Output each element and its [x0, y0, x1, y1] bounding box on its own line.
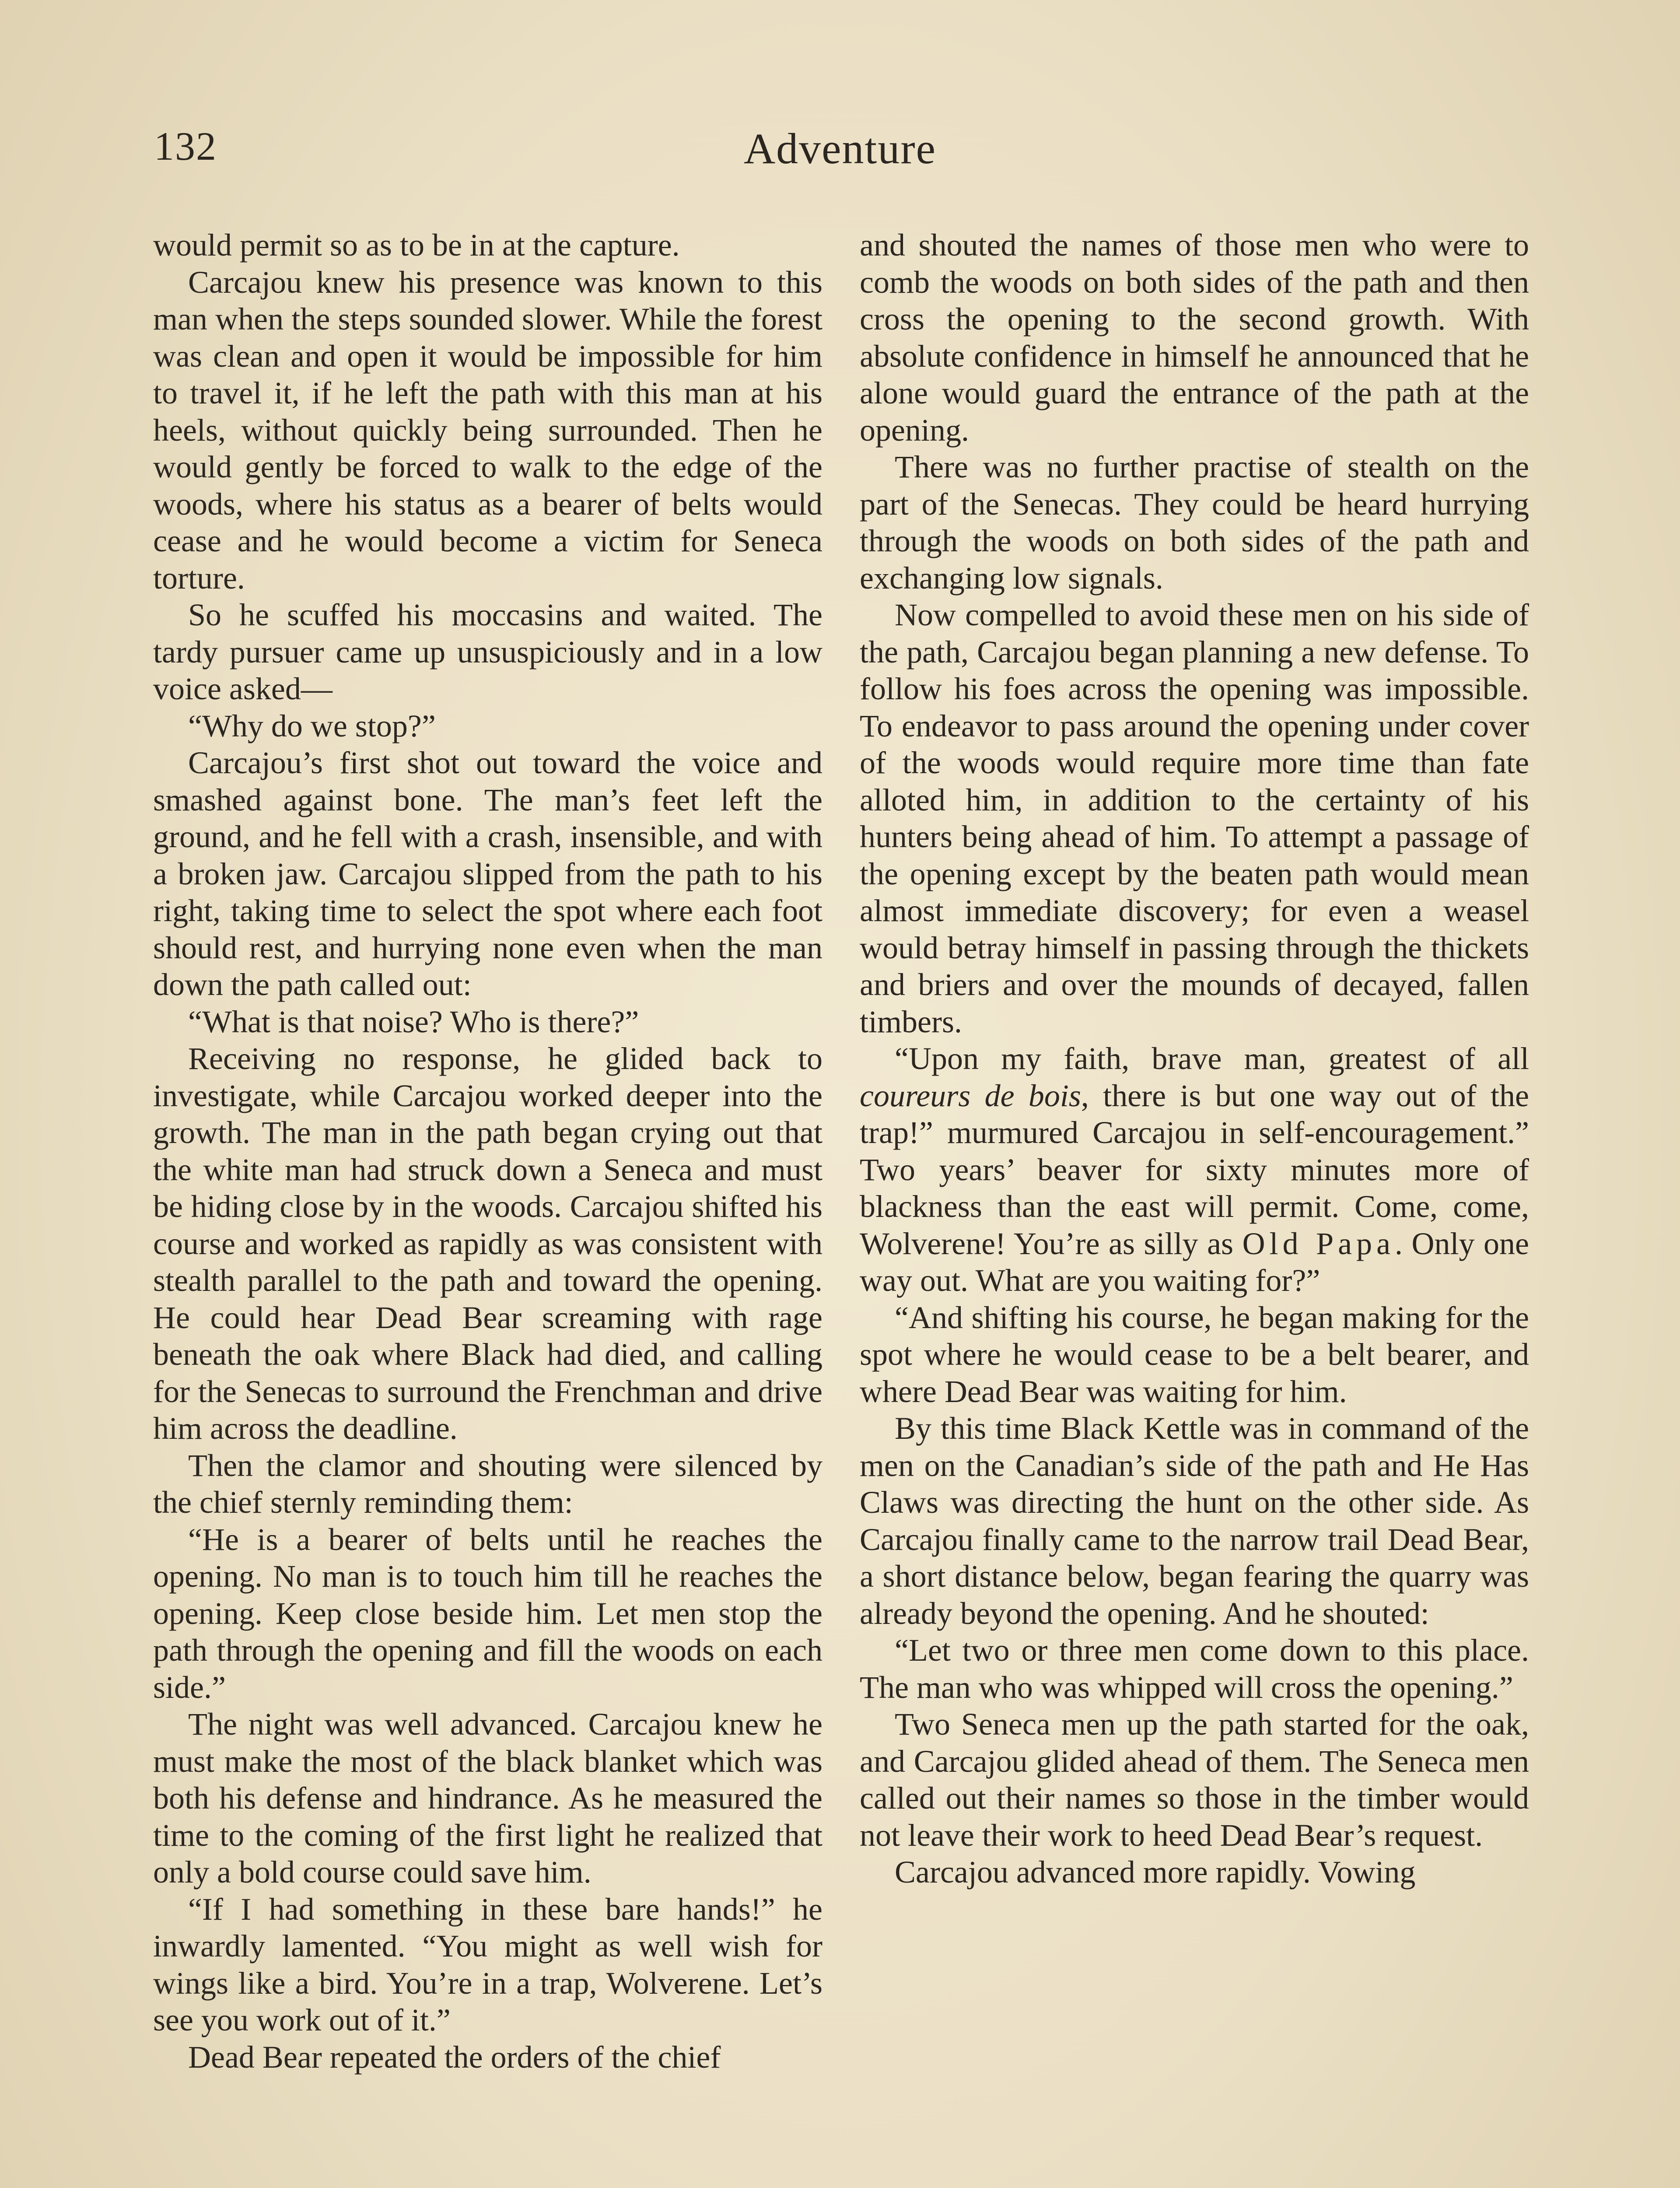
text-run: , there is but one way out of the trap!” murmured Carcajou in self-encouragement.” Two years’ beaver for sixty minutes more of blackness than the east will permit. Come, come, Wolverene! You’re as silly as — [860, 1078, 1529, 1261]
left-text-column — [153, 227, 822, 2076]
paragraph: “Why do we stop?” — [188, 708, 436, 743]
text-run: . Only one way out. What are you waiting for?” — [860, 1226, 1529, 1298]
paragraph: would permit so as to be in at the capture. — [153, 228, 680, 263]
italic-phrase: coureurs de bois — [860, 1078, 1081, 1113]
paragraph: Now compelled to avoid these men on his side of the path, Carcajou began planning a new defense. To follow his foes across the opening was impossible. To endeavor to pass around the opening under cover of the woods would require more time than fate alloted him, in addition to the certainty of his hunters being ahead of him. To attempt a passage of the opening except by the beaten path would mean almost immediate discovery; for even a weasel would betray himself in passing through the thickets and briers and over the mounds of decayed, fallen timbers. — [860, 597, 1529, 1039]
paragraph: So he scuffed his moccasins and waited. The tardy pursuer came up unsuspiciously and in a low voice asked— — [153, 597, 822, 706]
page-number: 132 — [154, 124, 217, 168]
right-text-column — [860, 227, 1529, 1891]
paragraph: The night was well advanced. Carcajou knew he must make the most of the black blanket which was both his defense and hindrance. As he measured the time to the coming of the first light he realized that only a bold course could save him. — [153, 1707, 822, 1890]
paragraph: “Let two or three men come down to this place. The man who was whipped will cross the opening.” — [860, 1633, 1529, 1705]
text-run: “Upon my faith, brave man, greatest of all — [895, 1041, 1529, 1076]
paragraph: There was no further practise of stealth on the part of the Senecas. They could be heard hurrying through the woods on both sides of the path and exchanging low signals. — [860, 449, 1529, 596]
paragraph: “And shifting his course, he began making for the spot where he would cease to be a belt bearer, and where Dead Bear was waiting for him. — [860, 1300, 1529, 1409]
paragraph: Carcajou advanced more rapidly. Vowing — [895, 1855, 1416, 1890]
paragraph: Then the clamor and shouting were silenced by the chief sternly reminding them: — [153, 1448, 822, 1520]
paragraph: Two Seneca men up the path started for the oak, and Carcajou glided ahead of them. The Seneca men called out their names so those in the timber would not leave their work to heed Dead Bear’s request. — [860, 1707, 1529, 1853]
paragraph: “He is a bearer of belts until he reaches the opening. No man is to touch him till he reaches the opening. Keep close beside him. Let men stop the path through the opening and fill the woods on each side.” — [153, 1522, 822, 1705]
paragraph: Receiving no response, he glided back to investigate, while Carcajou worked deeper into the growth. The man in the path began crying out that the white man had struck down a Seneca and must be hiding close by in the woods. Carcajou shifted his course and worked as rapidly as was consistent with stealth parallel to the path and toward the opening. He could hear Dead Bear screaming with rage beneath the oak where Black had died, and calling for the Senecas to surround the Frenchman and drive him across the deadline. — [153, 1041, 822, 1446]
paragraph: “What is that noise? Who is there?” — [188, 1004, 639, 1039]
spaced-name: Old Papa — [1242, 1226, 1395, 1261]
paragraph: Carcajou knew his presence was known to this man when the steps sounded slower. While the forest was clean and open it would be impossible for him to travel it, if he left the path with this man at his heels, without quickly being surrounded. Then he would gently be forced to walk to the edge of the woods, where his status as a bearer of belts would cease and he would become a victim for Seneca torture. — [153, 264, 822, 596]
paragraph: Dead Bear repeated the orders of the chief — [188, 2039, 721, 2075]
paragraph: and shouted the names of those men who were to comb the woods on both sides of the path and then cross the opening to the second growth. With absolute confidence in himself he announced that he alone would guard the entrance of the path at the opening. — [860, 228, 1529, 448]
running-head-title: Adventure — [743, 124, 937, 173]
paragraph: “If I had something in these bare hands!” he inwardly lamented. “You might as well wish for wings like a bird. You’re in a trap, Wolverene. Let’s see you work out of it.” — [153, 1891, 822, 2037]
paragraph: By this time Black Kettle was in command of the men on the Canadian’s side of the path and He Has Claws was directing the hunt on the other side. As Carcajou finally came to the narrow trail Dead Bear, a short distance below, began fearing the quarry was already beyond the opening. And he shouted: — [860, 1411, 1529, 1631]
paragraph: Carcajou’s first shot out toward the voice and smashed against bone. The man’s feet left the ground, and he fell with a crash, insensible, and with a broken jaw. Carcajou slipped from the path to his right, taking time to select the spot where each foot should rest, and hurrying none even when the man down the path called out: — [153, 745, 822, 1002]
paragraph — [860, 1040, 1529, 1299]
